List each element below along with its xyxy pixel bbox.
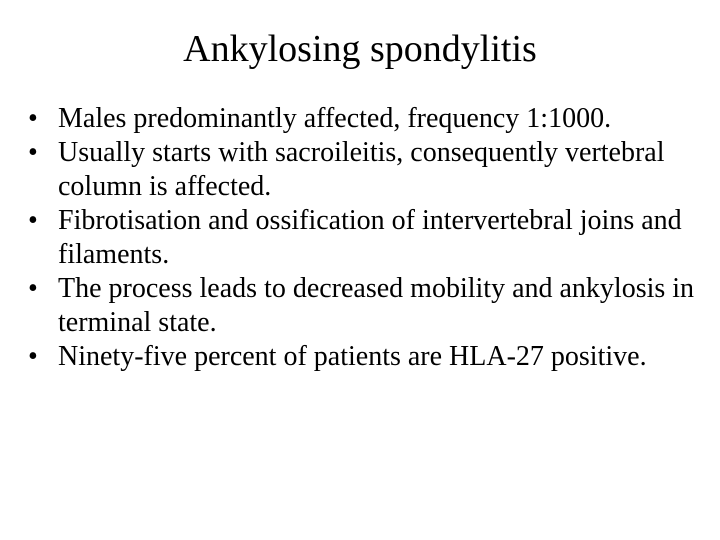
bullet-icon: • (28, 103, 38, 134)
bullet-text: Males predominantly affected, frequency 1:1000. (58, 103, 612, 134)
bullet-text: The process leads to decreased mobility and ankylosis in terminal state. (58, 273, 695, 338)
bullet-icon: • (28, 137, 38, 168)
bullet-item (28, 102, 708, 136)
bullet-item (28, 136, 708, 204)
bullet-list (28, 102, 708, 374)
bullet-icon: • (28, 341, 38, 372)
bullet-icon: • (28, 273, 38, 304)
bullet-item (28, 204, 708, 272)
bullet-text: Ninety-five percent of patients are HLA-27 positive. (58, 341, 647, 372)
bullet-item (28, 340, 708, 374)
bullet-item (28, 272, 708, 340)
slide-title: Ankylosing spondylitis (183, 28, 537, 70)
bullet-icon: • (28, 205, 38, 236)
bullet-text: Fibrotisation and ossification of intervertebral joins and filaments. (58, 205, 682, 270)
bullet-text: Usually starts with sacroileitis, consequently vertebral column is affected. (58, 137, 665, 202)
